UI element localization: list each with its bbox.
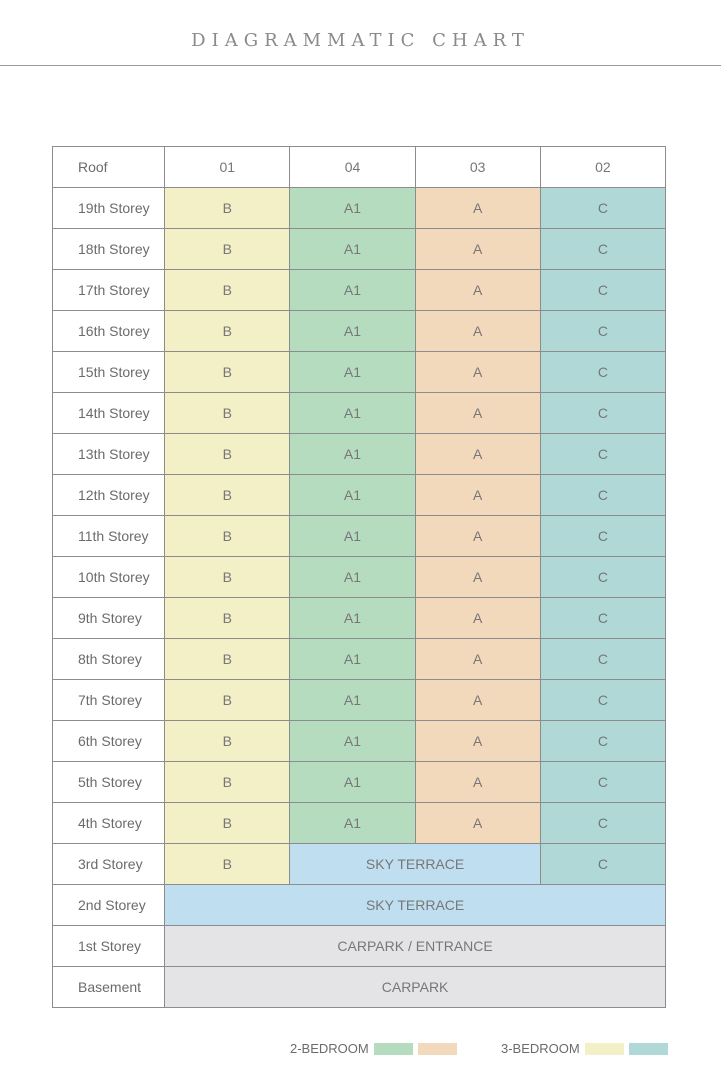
floor-label: 13th Storey xyxy=(53,434,165,475)
unit-cell: B xyxy=(165,393,290,434)
floor-label: 16th Storey xyxy=(53,311,165,352)
column-header: 03 xyxy=(415,147,540,188)
floor-row xyxy=(53,721,666,762)
unit-cell: A1 xyxy=(290,434,415,475)
column-header: 04 xyxy=(290,147,415,188)
unit-cell: B xyxy=(165,721,290,762)
unit-cell: A1 xyxy=(290,475,415,516)
unit-cell: B xyxy=(165,598,290,639)
floor-label: 10th Storey xyxy=(53,557,165,598)
sky-terrace-cell: SKY TERRACE xyxy=(290,844,540,885)
floor-row xyxy=(53,188,666,229)
unit-cell: C xyxy=(540,393,665,434)
carpark-cell: CARPARK xyxy=(165,967,666,1008)
unit-cell: A xyxy=(415,680,540,721)
floor-row xyxy=(53,434,666,475)
page-title: DIAGRAMMATIC CHART xyxy=(191,30,530,51)
unit-cell: B xyxy=(165,270,290,311)
unit-cell: C xyxy=(540,188,665,229)
floor-label: 4th Storey xyxy=(53,803,165,844)
floor-label: 12th Storey xyxy=(53,475,165,516)
unit-cell: A1 xyxy=(290,393,415,434)
floor-row-1st xyxy=(53,926,666,967)
floor-label: Basement xyxy=(53,967,165,1008)
floor-row xyxy=(53,475,666,516)
legend-3-bedroom xyxy=(501,1041,668,1056)
floor-label: 11th Storey xyxy=(53,516,165,557)
unit-cell: B xyxy=(165,762,290,803)
floor-label: 9th Storey xyxy=(53,598,165,639)
unit-cell: B xyxy=(165,188,290,229)
legend-2-bedroom xyxy=(290,1041,457,1056)
floor-label: 7th Storey xyxy=(53,680,165,721)
unit-cell: A xyxy=(415,352,540,393)
title-divider xyxy=(0,65,721,66)
sky-terrace-cell: SKY TERRACE xyxy=(165,885,666,926)
unit-cell: C xyxy=(540,475,665,516)
floor-row xyxy=(53,803,666,844)
unit-cell: A xyxy=(415,762,540,803)
unit-cell: A xyxy=(415,270,540,311)
unit-cell: B xyxy=(165,516,290,557)
floor-row xyxy=(53,516,666,557)
legend-label: 2-BEDROOM xyxy=(290,1041,369,1056)
floor-row xyxy=(53,229,666,270)
floor-row-basement xyxy=(53,967,666,1008)
floor-label: 18th Storey xyxy=(53,229,165,270)
floor-row xyxy=(53,598,666,639)
unit-cell: C xyxy=(540,762,665,803)
floor-row xyxy=(53,639,666,680)
unit-cell: B xyxy=(165,229,290,270)
unit-cell: A1 xyxy=(290,762,415,803)
unit-cell: C xyxy=(540,803,665,844)
unit-cell: B xyxy=(165,557,290,598)
unit-cell: A1 xyxy=(290,516,415,557)
diagrammatic-chart-table xyxy=(52,146,666,1008)
unit-cell: A1 xyxy=(290,721,415,762)
floor-label: 5th Storey xyxy=(53,762,165,803)
unit-cell: B xyxy=(165,475,290,516)
floor-row xyxy=(53,311,666,352)
unit-cell: C xyxy=(540,844,665,885)
unit-cell: B xyxy=(165,844,290,885)
unit-cell: B xyxy=(165,639,290,680)
column-header: 01 xyxy=(165,147,290,188)
unit-cell: A xyxy=(415,557,540,598)
floor-row xyxy=(53,393,666,434)
unit-cell: A xyxy=(415,721,540,762)
unit-cell: C xyxy=(540,311,665,352)
unit-cell: C xyxy=(540,639,665,680)
unit-cell: A xyxy=(415,311,540,352)
unit-cell: A xyxy=(415,434,540,475)
unit-cell: C xyxy=(540,721,665,762)
unit-cell: C xyxy=(540,352,665,393)
unit-cell: C xyxy=(540,557,665,598)
unit-cell: A xyxy=(415,188,540,229)
legend-swatch-b xyxy=(585,1043,624,1055)
floor-label: 1st Storey xyxy=(53,926,165,967)
floor-label: 17th Storey xyxy=(53,270,165,311)
floor-label: 14th Storey xyxy=(53,393,165,434)
floor-row xyxy=(53,557,666,598)
unit-cell: A xyxy=(415,516,540,557)
unit-cell: A xyxy=(415,393,540,434)
unit-cell: C xyxy=(540,434,665,475)
floor-row-3rd xyxy=(53,844,666,885)
unit-cell: B xyxy=(165,311,290,352)
floor-row xyxy=(53,270,666,311)
floor-label: 15th Storey xyxy=(53,352,165,393)
unit-cell: A1 xyxy=(290,639,415,680)
unit-cell: C xyxy=(540,598,665,639)
unit-cell: C xyxy=(540,270,665,311)
floor-label: 2nd Storey xyxy=(53,885,165,926)
legend-swatch-a xyxy=(418,1043,457,1055)
legend-swatch-c xyxy=(629,1043,668,1055)
unit-cell: A1 xyxy=(290,311,415,352)
unit-cell: C xyxy=(540,680,665,721)
unit-cell: A xyxy=(415,803,540,844)
unit-cell: A xyxy=(415,229,540,270)
unit-cell: A1 xyxy=(290,680,415,721)
unit-cell: A xyxy=(415,598,540,639)
carpark-entrance-cell: CARPARK / ENTRANCE xyxy=(165,926,666,967)
unit-cell: A xyxy=(415,475,540,516)
unit-cell: B xyxy=(165,803,290,844)
floor-row xyxy=(53,352,666,393)
unit-cell: A1 xyxy=(290,270,415,311)
unit-cell: A1 xyxy=(290,557,415,598)
floor-label: 8th Storey xyxy=(53,639,165,680)
column-header: 02 xyxy=(540,147,665,188)
floor-label: 19th Storey xyxy=(53,188,165,229)
unit-cell: B xyxy=(165,680,290,721)
unit-cell: A1 xyxy=(290,352,415,393)
unit-cell: A xyxy=(415,639,540,680)
unit-cell: A1 xyxy=(290,598,415,639)
header-row xyxy=(53,147,666,188)
legend-swatch-a1 xyxy=(374,1043,413,1055)
unit-cell: B xyxy=(165,352,290,393)
unit-cell: C xyxy=(540,229,665,270)
floor-label: 3rd Storey xyxy=(53,844,165,885)
unit-cell: B xyxy=(165,434,290,475)
unit-cell: C xyxy=(540,516,665,557)
floor-row-2nd xyxy=(53,885,666,926)
legend-label: 3-BEDROOM xyxy=(501,1041,580,1056)
floor-row xyxy=(53,680,666,721)
unit-cell: A1 xyxy=(290,803,415,844)
roof-label: Roof xyxy=(53,147,165,188)
unit-cell: A1 xyxy=(290,229,415,270)
floor-label: 6th Storey xyxy=(53,721,165,762)
floor-row xyxy=(53,762,666,803)
unit-cell: A1 xyxy=(290,188,415,229)
